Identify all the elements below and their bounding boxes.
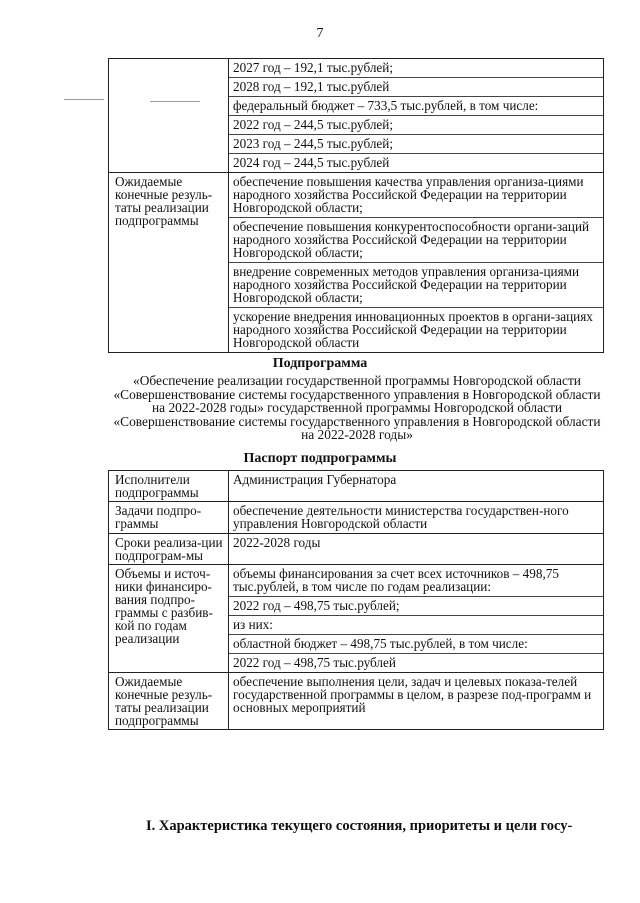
list-item: 2022 год – 498,75 тыс.рублей — [233, 655, 396, 670]
row-content — [229, 471, 604, 502]
table-row — [109, 534, 604, 565]
passport-heading: Паспорт подпрограммы — [243, 451, 397, 466]
list-item: внедрение современных методов управления организа-циями народного хозяйства Российской Федерации на территории Новгородской области; — [229, 263, 603, 308]
list-item: 2028 год – 192,1 тыс.рублей — [229, 78, 603, 97]
list-item: 2027 год – 192,1 тыс.рублей; — [229, 59, 603, 78]
row-content — [229, 59, 604, 173]
cell-text: обеспечение выполнения цели, задач и целевых показа-телей государственной программы в целом, в разрезе под-программ и основных мероприятий — [233, 674, 592, 715]
table-row — [109, 565, 604, 673]
list-item: 2022 год – 498,75 тыс.рублей; — [229, 597, 603, 616]
list-item: 2022 год – 244,5 тыс.рублей; — [229, 116, 603, 135]
list-item: обеспечение повышения конкурентоспособности органи-заций народного хозяйства Российской Федерации на территории Новгородской области; — [229, 218, 603, 263]
subprogram-heading: Подпрограмма — [272, 356, 368, 371]
list-item: обеспечение повышения качества управления организа-циями народного хозяйства Российской Федерации на территории Новгородской области; — [229, 173, 603, 218]
row-content — [229, 565, 604, 673]
table-row — [109, 59, 604, 173]
table-row — [109, 673, 604, 730]
financing-table-continued — [108, 58, 604, 353]
list-item: областной бюджет – 498,75 тыс.рублей, в том числе: — [229, 635, 603, 654]
row-label: Исполнители подпрограммы — [109, 471, 229, 502]
row-label: Задачи подпро-граммы — [109, 502, 229, 534]
table-row — [109, 173, 604, 353]
row-label: Сроки реализа-ции подпрограм-мы — [109, 534, 229, 565]
row-content — [229, 534, 604, 565]
list-item: объемы финансирования за счет всех источников – 498,75 тыс.рублей, в том числе по годам реализации: — [229, 565, 603, 597]
subprogram-title: «Обеспечение реализации государственной программы Новгородской области «Совершенствование системы государственного управления в Новгородской области на 2022-2028 годы» государственной программы Новгородской области «Совершенствование системы государственного управления в Новгородской области на 2022-2028 годы» — [113, 373, 601, 443]
list-item: 2024 год – 244,5 тыс.рублей — [233, 155, 390, 170]
row-label: Ожидаемые конечные резуль-таты реализации подпрограммы — [109, 673, 229, 730]
cell-text: 2022-2028 годы — [233, 535, 321, 550]
passport-table — [108, 470, 604, 730]
scan-artifact-line — [64, 99, 104, 100]
row-label: Объемы и источ-ники финансиро-вания подпро-граммы с разбив-кой по годам реализации — [109, 565, 229, 673]
section-heading: I. Характеристика текущего состояния, приоритеты и цели госу- — [146, 818, 573, 834]
list-item: федеральный бюджет – 733,5 тыс.рублей, в том числе: — [229, 97, 603, 116]
row-content — [229, 502, 604, 534]
row-label: Ожидаемые конечные резуль-таты реализации подпрограммы — [109, 173, 229, 353]
cell-text: обеспечение деятельности министерства государствен-ного управления Новгородской области — [233, 503, 569, 531]
row-label — [109, 59, 229, 173]
list-item: из них: — [229, 616, 603, 635]
row-content — [229, 673, 604, 730]
table-row — [109, 502, 604, 534]
table-row — [109, 471, 604, 502]
list-item: 2023 год – 244,5 тыс.рублей; — [229, 135, 603, 154]
page-number: 7 — [316, 26, 324, 41]
list-item: ускорение внедрения инновационных проектов в органи-зациях народного хозяйства Российской Федерации на территории Новгородской области — [233, 309, 593, 350]
row-content — [229, 173, 604, 353]
cell-text: Администрация Губернатора — [233, 472, 397, 487]
